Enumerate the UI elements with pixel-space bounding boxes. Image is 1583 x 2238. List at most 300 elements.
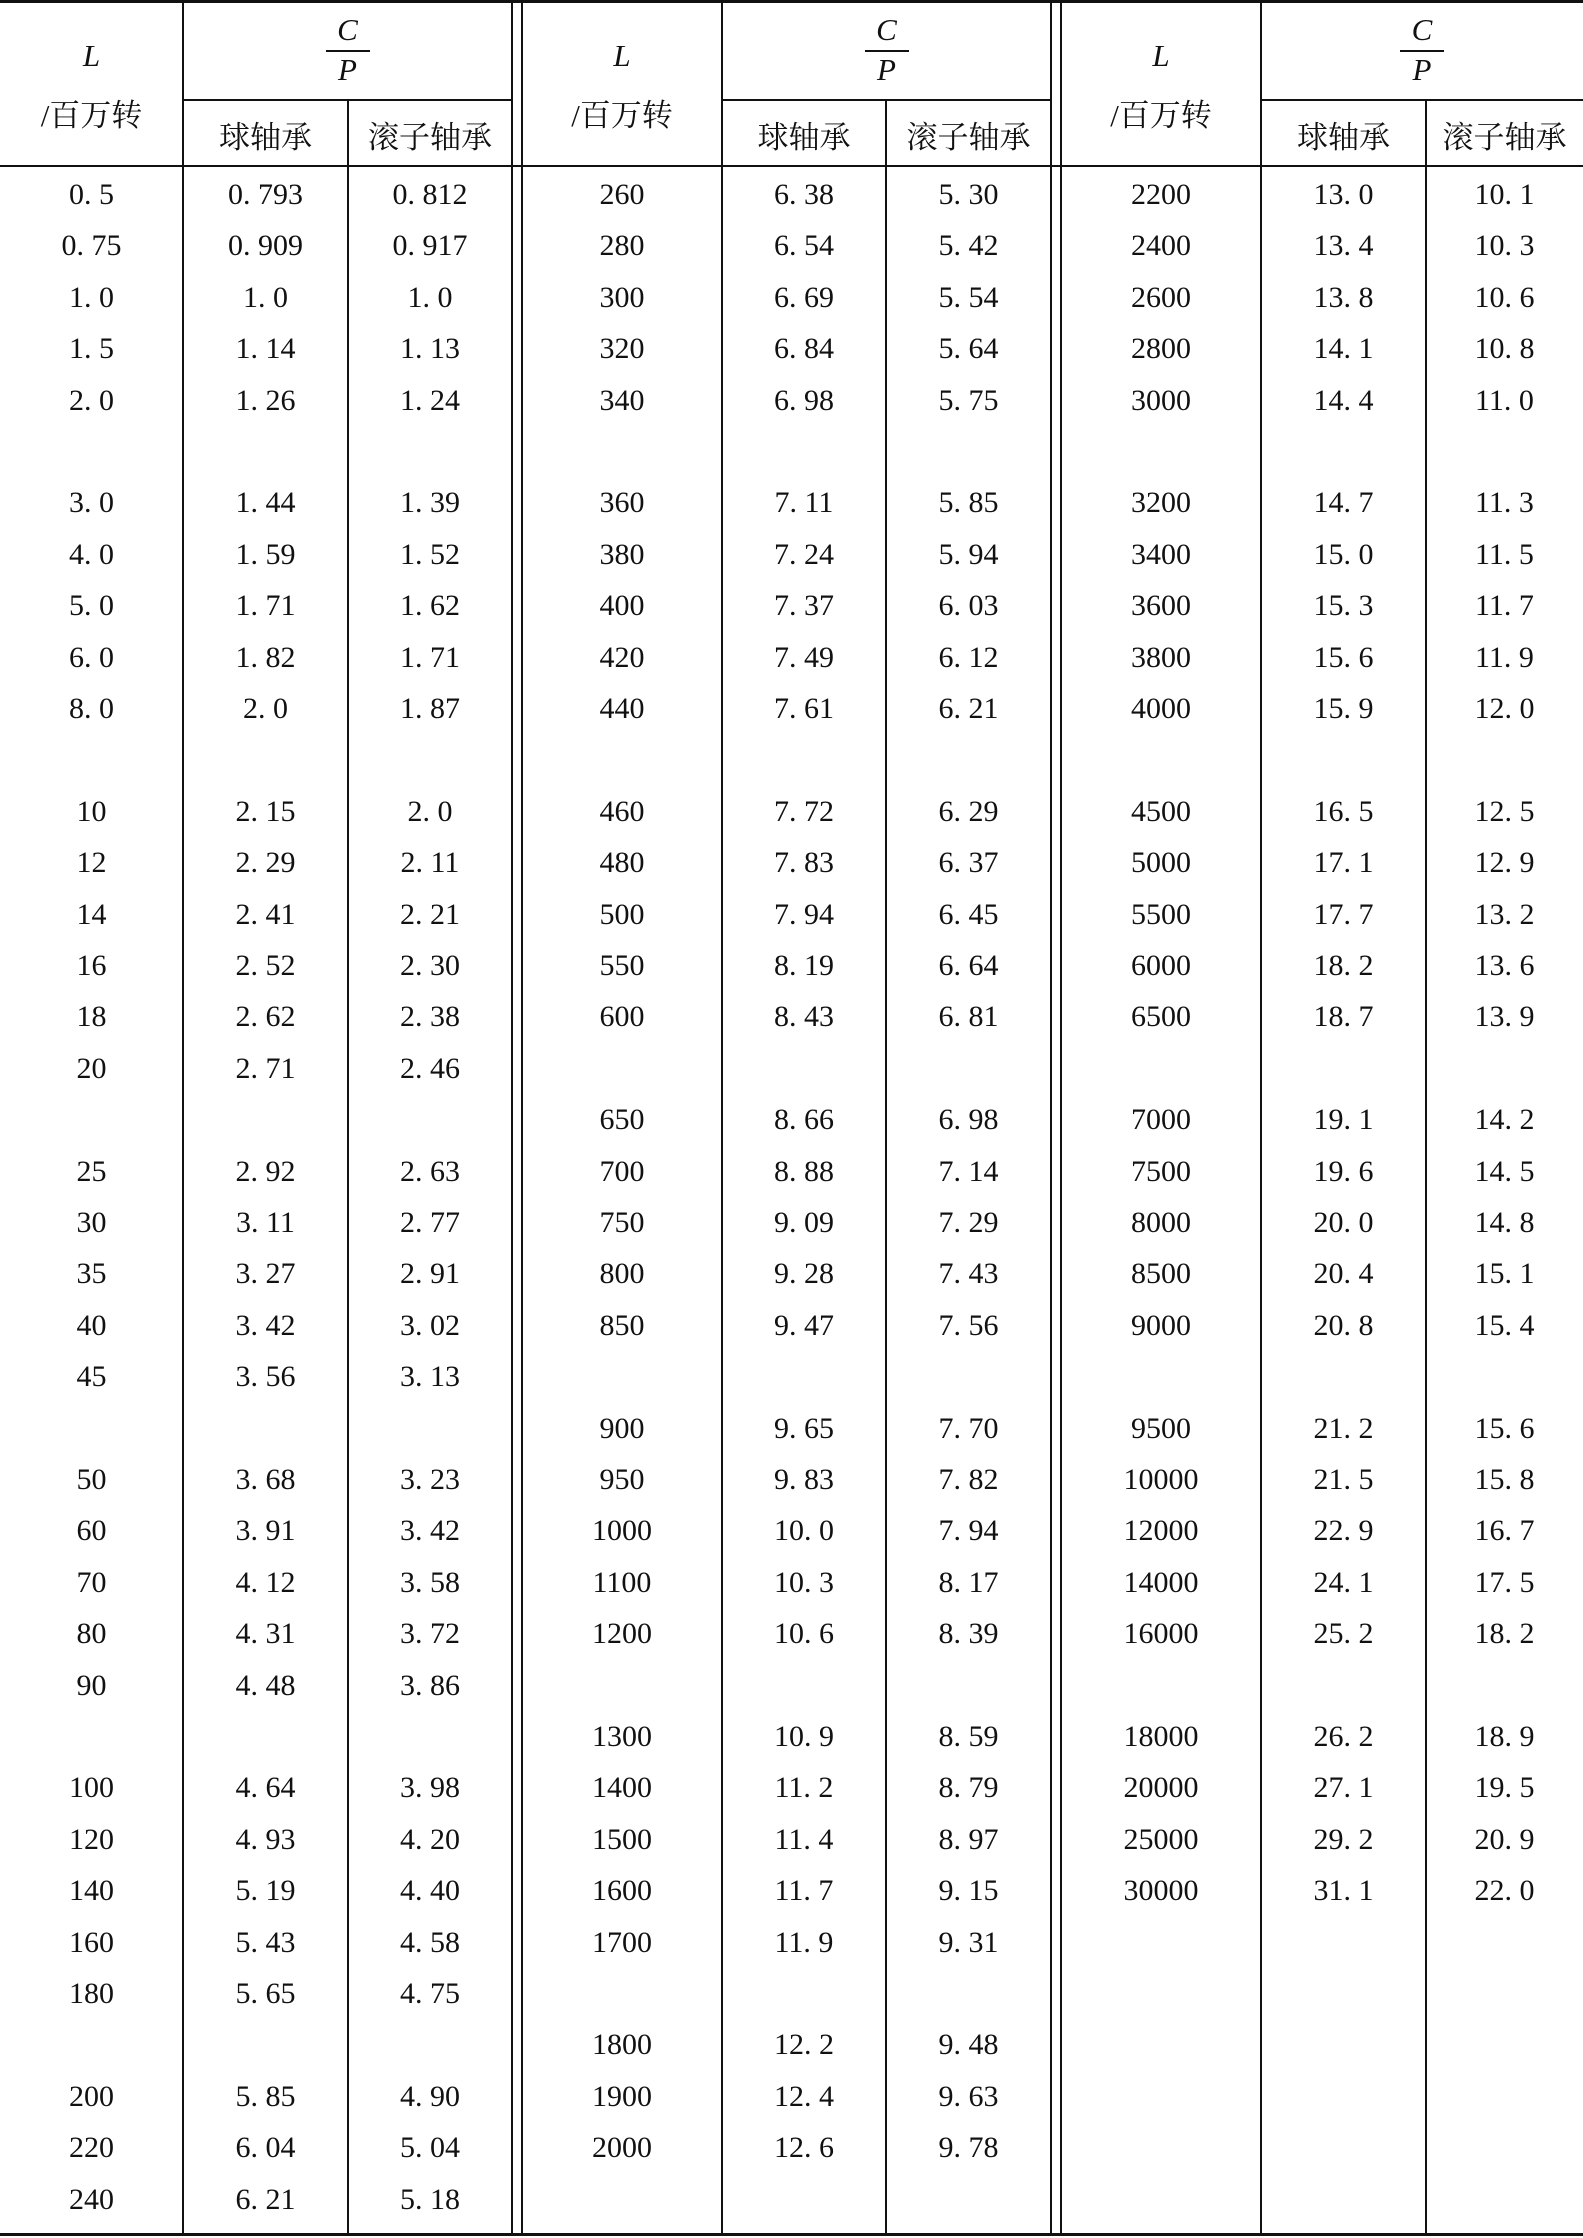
cell-ball: 10. 9 bbox=[774, 1720, 834, 1753]
cell-life: 220 bbox=[69, 2131, 114, 2165]
cell-ball: 5. 43 bbox=[235, 1925, 296, 1959]
cell-roller: 8. 59 bbox=[938, 1720, 999, 1753]
cell-roller: 1. 52 bbox=[400, 537, 460, 571]
cell-life: 2800 bbox=[1131, 332, 1191, 366]
header-CP-denominator: P bbox=[338, 52, 357, 87]
cell-ball: 2. 29 bbox=[235, 846, 296, 880]
cell-life: 1. 0 bbox=[69, 280, 114, 314]
cell-roller: 1. 39 bbox=[400, 486, 460, 520]
cell-ball: 29. 2 bbox=[1313, 1822, 1374, 1856]
cell-life: 3. 0 bbox=[69, 486, 114, 520]
cell-roller: 10. 3 bbox=[1474, 229, 1535, 263]
cell-roller: 3. 02 bbox=[400, 1308, 460, 1342]
cell-life: 320 bbox=[599, 332, 645, 366]
cell-roller: 3. 13 bbox=[400, 1360, 460, 1394]
cell-ball: 25. 2 bbox=[1313, 1617, 1374, 1651]
cell-ball: 9. 28 bbox=[774, 1257, 834, 1291]
cell-life: 380 bbox=[599, 537, 645, 571]
cell-ball: 19. 6 bbox=[1313, 1154, 1374, 1188]
cell-ball: 7. 24 bbox=[774, 537, 834, 571]
cell-roller: 0. 812 bbox=[392, 178, 468, 211]
cell-roller: 14. 8 bbox=[1474, 1206, 1535, 1239]
cell-roller: 17. 5 bbox=[1474, 1565, 1535, 1599]
cell-roller: 10. 8 bbox=[1474, 332, 1535, 366]
cell-roller: 8. 17 bbox=[938, 1565, 999, 1599]
cell-life: 5000 bbox=[1131, 846, 1191, 880]
cell-roller: 6. 21 bbox=[938, 692, 999, 725]
cell-life: 3000 bbox=[1131, 383, 1191, 417]
header-CP-numerator: C bbox=[337, 12, 358, 47]
cell-ball: 1. 82 bbox=[235, 640, 296, 674]
cell-roller: 8. 39 bbox=[938, 1617, 999, 1651]
cell-ball: 0. 793 bbox=[228, 178, 303, 211]
cell-ball: 16. 5 bbox=[1313, 794, 1374, 828]
cell-ball: 12. 4 bbox=[774, 2079, 834, 2113]
cell-ball: 1. 71 bbox=[235, 589, 296, 623]
cell-ball: 6. 84 bbox=[774, 332, 834, 366]
cell-life: 3800 bbox=[1131, 640, 1191, 674]
cell-life: 600 bbox=[599, 1000, 645, 1034]
cell-ball: 7. 83 bbox=[774, 846, 834, 880]
cell-roller: 13. 9 bbox=[1474, 1000, 1535, 1034]
cell-ball: 3. 11 bbox=[236, 1206, 295, 1239]
header-CP-denominator: P bbox=[1412, 52, 1432, 87]
cell-life: 25000 bbox=[1123, 1822, 1199, 1856]
cell-roller: 5. 85 bbox=[938, 486, 999, 520]
cell-roller: 15. 8 bbox=[1474, 1463, 1535, 1496]
cell-ball: 3. 68 bbox=[235, 1463, 296, 1496]
cell-life: 480 bbox=[599, 846, 645, 880]
cell-life: 2400 bbox=[1131, 229, 1191, 263]
cell-life: 35 bbox=[76, 1257, 107, 1291]
cell-life: 280 bbox=[599, 229, 645, 263]
cell-life: 45 bbox=[76, 1360, 107, 1394]
cell-life: 7000 bbox=[1131, 1103, 1191, 1137]
cell-ball: 2. 15 bbox=[235, 794, 296, 828]
cell-roller: 9. 15 bbox=[938, 1874, 999, 1908]
cell-roller: 6. 03 bbox=[938, 589, 999, 623]
cell-roller: 12. 5 bbox=[1474, 794, 1535, 828]
cell-life: 440 bbox=[599, 692, 645, 725]
cell-ball: 19. 1 bbox=[1313, 1103, 1374, 1137]
cell-roller: 0. 917 bbox=[392, 229, 468, 263]
cell-life: 5. 0 bbox=[69, 589, 114, 623]
cell-life: 20000 bbox=[1123, 1771, 1199, 1805]
cell-roller: 8. 79 bbox=[938, 1771, 999, 1805]
cell-roller: 7. 82 bbox=[938, 1463, 999, 1496]
header-CP-denominator: P bbox=[877, 52, 896, 87]
cell-ball: 4. 93 bbox=[235, 1822, 296, 1856]
cell-ball: 15. 3 bbox=[1313, 589, 1374, 623]
cell-life: 40 bbox=[76, 1308, 107, 1342]
subheader-rule bbox=[1261, 99, 1583, 101]
cell-ball: 3. 27 bbox=[235, 1257, 296, 1291]
cell-life: 550 bbox=[599, 949, 645, 982]
cell-life: 700 bbox=[599, 1154, 645, 1188]
cell-roller: 2. 91 bbox=[400, 1257, 460, 1291]
cell-ball: 6. 21 bbox=[235, 2182, 296, 2216]
cell-roller: 4. 75 bbox=[400, 1977, 460, 2010]
cell-life: 500 bbox=[599, 897, 645, 931]
cell-roller: 11. 7 bbox=[1475, 589, 1534, 623]
cell-ball: 3. 42 bbox=[235, 1308, 296, 1342]
cell-ball: 12. 6 bbox=[774, 2131, 834, 2165]
cell-roller: 18. 2 bbox=[1474, 1617, 1535, 1651]
cell-ball: 7. 49 bbox=[774, 640, 834, 674]
cell-life: 9500 bbox=[1131, 1411, 1191, 1445]
cell-roller: 7. 43 bbox=[938, 1257, 999, 1291]
cell-ball: 4. 64 bbox=[235, 1771, 296, 1805]
cell-life: 1700 bbox=[592, 1925, 652, 1959]
cell-life: 1400 bbox=[592, 1771, 652, 1805]
cell-roller: 15. 6 bbox=[1474, 1411, 1535, 1445]
cell-roller: 16. 7 bbox=[1474, 1514, 1535, 1548]
cell-life: 6000 bbox=[1131, 949, 1191, 982]
cell-ball: 18. 2 bbox=[1313, 949, 1374, 982]
cell-life: 0. 75 bbox=[61, 229, 122, 263]
cell-roller: 15. 4 bbox=[1474, 1308, 1535, 1342]
cell-life: 2600 bbox=[1131, 280, 1191, 314]
cell-ball: 4. 48 bbox=[235, 1668, 296, 1702]
cell-ball: 2. 71 bbox=[235, 1051, 296, 1085]
header-L-symbol: L bbox=[82, 38, 101, 73]
cell-ball: 31. 1 bbox=[1313, 1874, 1374, 1908]
cell-roller: 13. 6 bbox=[1474, 949, 1535, 982]
cell-life: 2. 0 bbox=[69, 383, 114, 417]
cell-life: 14000 bbox=[1123, 1565, 1199, 1599]
cell-ball: 9. 83 bbox=[774, 1463, 834, 1496]
cell-life: 1100 bbox=[592, 1565, 652, 1599]
cell-life: 100 bbox=[69, 1771, 114, 1805]
cell-ball: 5. 85 bbox=[235, 2079, 296, 2113]
cell-roller: 6. 37 bbox=[938, 846, 999, 880]
cell-life: 240 bbox=[69, 2182, 114, 2216]
cell-roller: 6. 12 bbox=[938, 640, 999, 674]
cell-life: 460 bbox=[599, 794, 645, 828]
cell-ball: 17. 1 bbox=[1313, 846, 1374, 880]
cell-roller: 4. 90 bbox=[400, 2079, 460, 2113]
cell-roller: 2. 30 bbox=[400, 949, 460, 982]
cell-life: 14 bbox=[76, 897, 107, 931]
header-roller-bearing: 滚子轴承 bbox=[906, 120, 1031, 155]
horizontal-rule bbox=[0, 0, 1583, 3]
cell-ball: 8. 19 bbox=[774, 949, 834, 982]
cell-roller: 3. 42 bbox=[400, 1514, 460, 1548]
cell-life: 1000 bbox=[592, 1514, 652, 1548]
cell-life: 180 bbox=[69, 1977, 114, 2010]
cell-roller: 7. 29 bbox=[938, 1206, 999, 1239]
cell-ball: 17. 7 bbox=[1313, 897, 1374, 931]
cell-life: 3200 bbox=[1131, 486, 1191, 520]
header-L-unit: /百万转 bbox=[1110, 98, 1212, 133]
cell-life: 950 bbox=[599, 1463, 645, 1496]
cell-ball: 1. 44 bbox=[235, 486, 296, 520]
cell-life: 3400 bbox=[1131, 537, 1191, 571]
cell-life: 420 bbox=[599, 640, 645, 674]
cell-ball: 27. 1 bbox=[1313, 1771, 1374, 1805]
cell-ball: 11. 4 bbox=[774, 1822, 834, 1856]
cell-life: 16000 bbox=[1123, 1617, 1199, 1651]
cell-life: 400 bbox=[599, 589, 645, 623]
cell-ball: 11. 7 bbox=[774, 1874, 834, 1908]
cell-life: 800 bbox=[599, 1257, 645, 1291]
cell-roller: 6. 45 bbox=[938, 897, 999, 931]
cell-ball: 11. 9 bbox=[774, 1925, 834, 1959]
header-CP-numerator: C bbox=[1411, 12, 1433, 47]
cell-ball: 26. 2 bbox=[1313, 1720, 1374, 1753]
cell-life: 25 bbox=[76, 1154, 107, 1188]
cell-roller: 9. 63 bbox=[938, 2079, 999, 2113]
cell-life: 2200 bbox=[1131, 178, 1191, 211]
header-L-unit: /百万转 bbox=[40, 98, 143, 133]
cell-roller: 7. 14 bbox=[938, 1154, 999, 1188]
cell-life: 16 bbox=[76, 949, 107, 982]
header-L-symbol: L bbox=[1152, 38, 1170, 73]
cell-roller: 3. 86 bbox=[400, 1668, 460, 1702]
cell-ball: 13. 0 bbox=[1313, 178, 1374, 211]
cell-roller: 5. 18 bbox=[400, 2182, 460, 2216]
cell-life: 340 bbox=[599, 383, 645, 417]
cell-life: 1500 bbox=[592, 1822, 652, 1856]
header-L-symbol: L bbox=[613, 38, 631, 73]
cell-roller: 1. 0 bbox=[407, 280, 453, 314]
cell-roller: 10. 6 bbox=[1474, 280, 1535, 314]
cell-life: 6500 bbox=[1131, 1000, 1191, 1034]
cell-life: 0. 5 bbox=[69, 178, 114, 211]
cell-roller: 2. 38 bbox=[400, 1000, 460, 1034]
cell-life: 90 bbox=[76, 1668, 107, 1702]
cell-ball: 9. 47 bbox=[774, 1308, 834, 1342]
cell-ball: 21. 5 bbox=[1313, 1463, 1374, 1496]
cell-life: 4. 0 bbox=[69, 537, 114, 571]
cell-life: 1. 5 bbox=[69, 332, 114, 366]
cell-life: 8. 0 bbox=[69, 692, 114, 725]
cell-life: 12 bbox=[76, 846, 107, 880]
cell-life: 4500 bbox=[1131, 794, 1191, 828]
cell-ball: 1. 14 bbox=[235, 332, 296, 366]
cell-roller: 14. 5 bbox=[1474, 1154, 1535, 1188]
cell-ball: 15. 6 bbox=[1313, 640, 1374, 674]
cell-life: 1200 bbox=[592, 1617, 652, 1651]
cell-life: 120 bbox=[69, 1822, 114, 1856]
cell-ball: 1. 59 bbox=[235, 537, 296, 571]
cell-ball: 7. 11 bbox=[774, 486, 834, 520]
cell-roller: 5. 42 bbox=[938, 229, 999, 263]
cell-ball: 11. 2 bbox=[774, 1771, 834, 1805]
header-roller-bearing: 滚子轴承 bbox=[1442, 120, 1567, 155]
cell-roller: 11. 0 bbox=[1475, 383, 1534, 417]
cell-roller: 12. 9 bbox=[1474, 846, 1535, 880]
cell-ball: 4. 31 bbox=[235, 1617, 296, 1651]
cell-life: 4000 bbox=[1131, 692, 1191, 725]
cell-life: 650 bbox=[599, 1103, 645, 1137]
cell-ball: 18. 7 bbox=[1313, 1000, 1374, 1034]
cell-ball: 7. 61 bbox=[774, 692, 834, 725]
cell-roller: 2. 0 bbox=[407, 794, 453, 828]
cell-ball: 12. 2 bbox=[774, 2028, 834, 2062]
cell-life: 10000 bbox=[1123, 1463, 1199, 1496]
cell-roller: 3. 58 bbox=[400, 1565, 460, 1599]
cell-ball: 6. 38 bbox=[774, 178, 834, 211]
cell-roller: 2. 77 bbox=[400, 1206, 460, 1239]
cell-ball: 15. 0 bbox=[1313, 537, 1374, 571]
cell-ball: 2. 0 bbox=[243, 692, 288, 725]
cell-ball: 1. 26 bbox=[235, 383, 296, 417]
cell-roller: 5. 75 bbox=[938, 383, 999, 417]
cell-ball: 22. 9 bbox=[1313, 1514, 1374, 1548]
cell-roller: 5. 94 bbox=[938, 537, 999, 571]
cell-ball: 6. 54 bbox=[774, 229, 834, 263]
cell-roller: 5. 54 bbox=[938, 280, 999, 314]
cell-life: 300 bbox=[599, 280, 645, 314]
cell-roller: 7. 94 bbox=[938, 1514, 999, 1548]
cell-life: 200 bbox=[69, 2079, 114, 2113]
cell-roller: 7. 56 bbox=[938, 1308, 999, 1342]
cell-roller: 3. 98 bbox=[400, 1771, 460, 1805]
cell-roller: 5. 64 bbox=[938, 332, 999, 366]
cell-ball: 13. 8 bbox=[1313, 280, 1374, 314]
cell-ball: 21. 2 bbox=[1313, 1411, 1374, 1445]
cell-life: 140 bbox=[69, 1874, 114, 1908]
cell-roller: 2. 11 bbox=[400, 846, 460, 880]
cell-ball: 5. 19 bbox=[235, 1874, 296, 1908]
cell-ball: 8. 43 bbox=[774, 1000, 834, 1034]
cell-ball: 7. 37 bbox=[774, 589, 834, 623]
cell-life: 1600 bbox=[592, 1874, 652, 1908]
cell-life: 900 bbox=[599, 1411, 645, 1445]
cell-ball: 2. 62 bbox=[235, 1000, 296, 1034]
cell-ball: 14. 4 bbox=[1313, 383, 1374, 417]
cell-ball: 3. 91 bbox=[235, 1514, 296, 1548]
cell-life: 1300 bbox=[592, 1720, 652, 1753]
cell-ball: 7. 72 bbox=[774, 794, 834, 828]
cell-ball: 14. 1 bbox=[1313, 332, 1374, 366]
cell-roller: 1. 87 bbox=[400, 692, 460, 725]
cell-roller: 1. 62 bbox=[400, 589, 460, 623]
horizontal-rule bbox=[0, 2233, 1583, 2236]
cell-ball: 24. 1 bbox=[1313, 1565, 1374, 1599]
header-ball-bearing: 球轴承 bbox=[219, 120, 312, 155]
header-ball-bearing: 球轴承 bbox=[757, 120, 851, 155]
cell-ball: 20. 4 bbox=[1313, 1257, 1374, 1291]
cell-life: 750 bbox=[599, 1206, 645, 1239]
cell-life: 5500 bbox=[1131, 897, 1191, 931]
cell-roller: 3. 23 bbox=[400, 1463, 460, 1496]
cell-ball: 2. 52 bbox=[235, 949, 296, 982]
horizontal-rule bbox=[0, 165, 1583, 167]
cell-ball: 6. 69 bbox=[774, 280, 834, 314]
cell-life: 30 bbox=[76, 1206, 107, 1239]
cell-life: 8500 bbox=[1131, 1257, 1191, 1291]
cell-ball: 10. 6 bbox=[774, 1617, 834, 1651]
cell-life: 260 bbox=[599, 178, 645, 211]
cell-roller: 4. 20 bbox=[400, 1822, 460, 1856]
cell-life: 50 bbox=[76, 1463, 107, 1496]
cell-life: 1800 bbox=[592, 2028, 652, 2062]
cell-roller: 2. 63 bbox=[400, 1154, 460, 1188]
cell-ball: 8. 88 bbox=[774, 1154, 834, 1188]
cell-life: 70 bbox=[76, 1565, 107, 1599]
cell-ball: 10. 0 bbox=[774, 1514, 834, 1548]
header-roller-bearing: 滚子轴承 bbox=[368, 120, 492, 155]
cell-life: 2000 bbox=[592, 2131, 652, 2165]
cell-ball: 7. 94 bbox=[774, 897, 834, 931]
cell-roller: 20. 9 bbox=[1474, 1822, 1535, 1856]
cell-roller: 5. 30 bbox=[938, 178, 999, 211]
header-L-unit: /百万转 bbox=[571, 98, 673, 133]
cell-roller: 2. 46 bbox=[400, 1051, 460, 1085]
cell-roller: 6. 64 bbox=[938, 949, 999, 982]
cell-roller: 4. 58 bbox=[400, 1925, 460, 1959]
cell-ball: 1. 0 bbox=[243, 280, 288, 314]
cell-ball: 4. 12 bbox=[235, 1565, 296, 1599]
cell-ball: 20. 0 bbox=[1313, 1206, 1374, 1239]
cell-ball: 2. 41 bbox=[235, 897, 296, 931]
cell-life: 30000 bbox=[1123, 1874, 1199, 1908]
cell-life: 60 bbox=[76, 1514, 107, 1548]
cell-roller: 15. 1 bbox=[1474, 1257, 1535, 1291]
cell-ball: 9. 65 bbox=[774, 1411, 834, 1445]
cell-life: 6. 0 bbox=[69, 640, 114, 674]
cell-roller: 14. 2 bbox=[1474, 1103, 1535, 1137]
cell-ball: 5. 65 bbox=[235, 1977, 296, 2010]
cell-roller: 9. 48 bbox=[938, 2028, 999, 2062]
cell-roller: 1. 71 bbox=[400, 640, 460, 674]
cell-life: 160 bbox=[69, 1925, 114, 1959]
cell-roller: 3. 72 bbox=[400, 1617, 460, 1651]
cell-ball: 6. 04 bbox=[235, 2131, 296, 2165]
cell-ball: 13. 4 bbox=[1313, 229, 1374, 263]
cell-roller: 5. 04 bbox=[400, 2131, 460, 2165]
cell-life: 7500 bbox=[1131, 1154, 1191, 1188]
cell-roller: 1. 24 bbox=[400, 383, 460, 417]
cell-life: 18000 bbox=[1123, 1720, 1199, 1753]
cell-life: 360 bbox=[599, 486, 645, 520]
cell-life: 8000 bbox=[1131, 1206, 1191, 1239]
cell-roller: 8. 97 bbox=[938, 1822, 999, 1856]
cell-life: 80 bbox=[76, 1617, 107, 1651]
header-CP-numerator: C bbox=[876, 12, 897, 47]
cell-roller: 6. 98 bbox=[938, 1103, 999, 1137]
cell-ball: 10. 3 bbox=[774, 1565, 834, 1599]
cell-ball: 9. 09 bbox=[774, 1206, 834, 1239]
cell-roller: 11. 3 bbox=[1475, 486, 1534, 520]
cell-roller: 2. 21 bbox=[400, 897, 460, 931]
cell-ball: 15. 9 bbox=[1313, 692, 1374, 725]
cell-roller: 19. 5 bbox=[1474, 1771, 1535, 1805]
cell-life: 850 bbox=[599, 1308, 645, 1342]
cell-life: 18 bbox=[76, 1000, 107, 1034]
cell-ball: 2. 92 bbox=[235, 1154, 296, 1188]
cell-roller: 13. 2 bbox=[1474, 897, 1535, 931]
cell-ball: 20. 8 bbox=[1313, 1308, 1374, 1342]
cell-ball: 8. 66 bbox=[774, 1103, 834, 1137]
cell-roller: 18. 9 bbox=[1474, 1720, 1535, 1753]
cell-ball: 6. 98 bbox=[774, 383, 834, 417]
cell-ball: 14. 7 bbox=[1313, 486, 1374, 520]
cell-life: 3600 bbox=[1131, 589, 1191, 623]
cell-roller: 11. 5 bbox=[1475, 537, 1534, 571]
cell-roller: 9. 78 bbox=[938, 2131, 999, 2165]
cell-roller: 4. 40 bbox=[400, 1874, 460, 1908]
cell-roller: 12. 0 bbox=[1474, 692, 1535, 725]
cell-life: 20 bbox=[76, 1051, 107, 1085]
cell-roller: 10. 1 bbox=[1474, 178, 1535, 211]
cell-roller: 6. 29 bbox=[938, 794, 999, 828]
cell-ball: 0. 909 bbox=[228, 229, 303, 263]
cell-roller: 9. 31 bbox=[938, 1925, 999, 1959]
cell-roller: 11. 9 bbox=[1475, 640, 1534, 674]
